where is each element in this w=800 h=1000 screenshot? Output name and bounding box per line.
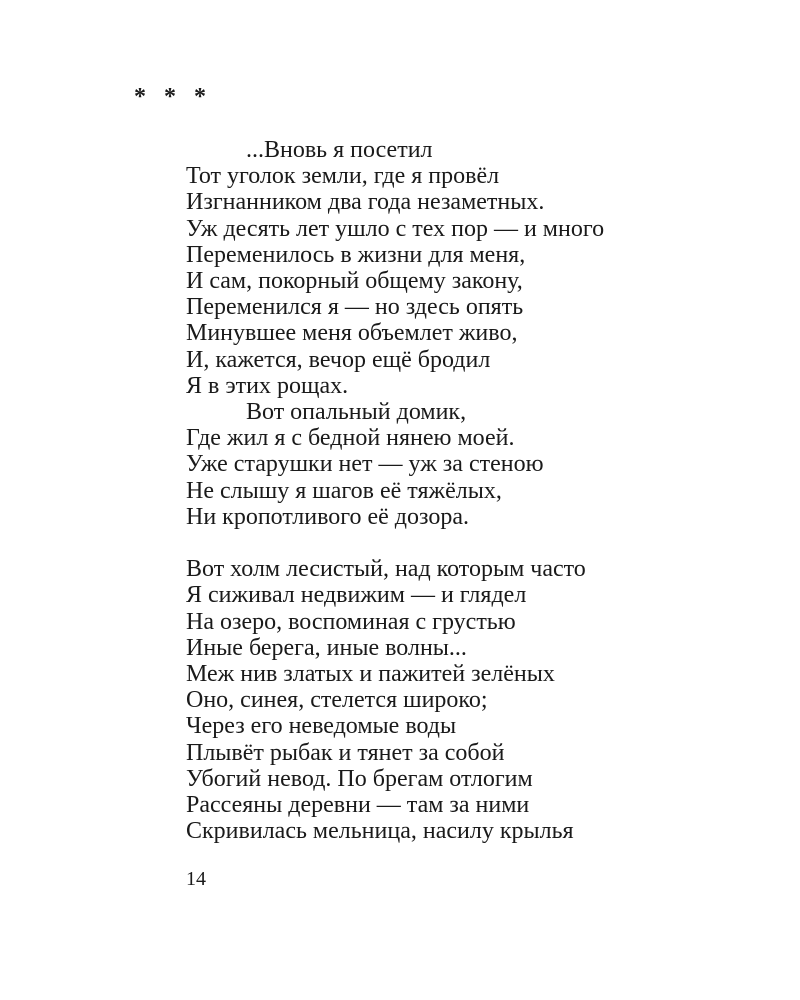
poem-line: Убогий невод. По брегам отлогим [186,765,533,792]
poem-line: Минувшее меня объемлет живо, [186,320,518,347]
poem-line: Вот опальный домик, [246,399,467,426]
poem-line: Иные берега, иные волны... [186,634,467,661]
page-number: 14 [186,868,206,890]
poem-line: И, кажется, вечор ещё бродил [186,346,491,373]
poem-line: Через его неведомые воды [186,713,457,740]
stanza [186,556,786,844]
poem-body [186,137,786,844]
poem-line: Переменился я — но здесь опять [186,294,524,321]
poem-line: На озеро, воспоминая с грустью [186,608,516,635]
poem-line: Вот холм лесистый, над которым часто [186,556,586,583]
stanza [186,137,786,530]
poem-line: Не слышу я шагов её тяжёлых, [186,477,502,504]
poem-line: Плывёт рыбак и тянет за собой [186,739,505,766]
poem-line: Тот уголок земли, где я провёл [186,163,500,190]
poem-line: Рассеяны деревни — там за ними [186,792,530,819]
poem-line: Уже старушки нет — уж за стеною [186,451,544,478]
poem-line: Изгнанником два года незаметных. [186,189,545,216]
poem-line: Скривилась мельница, насилу крылья [186,818,574,845]
poem-line: Где жил я с бедной нянею моей. [186,425,515,452]
poem-line: Переменилось в жизни для меня, [186,241,526,268]
poem-line: Оно, синея, стелется широко; [186,687,488,714]
poem-line: Меж нив златых и пажитей зелёных [186,661,555,688]
poem-line: Я сиживал недвижим — и глядел [186,582,527,609]
section-separator: * * * [134,84,212,110]
poem-line: ...Вновь я посетил [246,137,433,163]
poem-line: Ни кропотливого её дозора. [186,503,469,530]
poem-line: Я в этих рощах. [186,372,349,399]
poem-line: Уж десять лет ушло с тех пор — и много [186,215,605,242]
poem-line: И сам, покорный общему закону, [186,268,523,295]
